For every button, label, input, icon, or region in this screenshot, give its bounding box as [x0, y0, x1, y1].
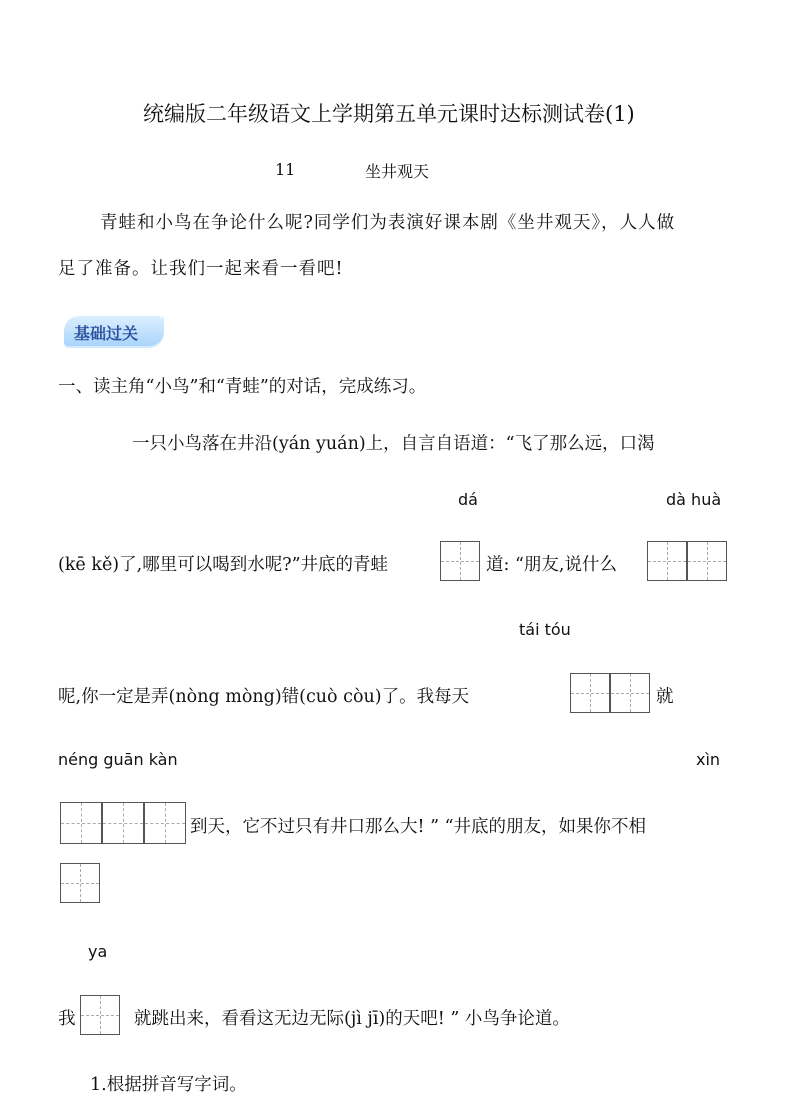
page-title: 统编版二年级语文上学期第五单元课时达标测试卷(1) — [143, 102, 635, 126]
pinyin-taitou: tái tóu — [519, 620, 571, 639]
pinyin-xin: xìn — [696, 750, 721, 769]
intro-line-1: 青蛙和小鸟在争论什么呢?同学们为表演好课本剧《坐井观天》，人人做 — [100, 213, 676, 233]
passage-line-1: 一只小鸟落在井沿(yán yuán)上，自言自语道：“飞了那么远，口渴 — [132, 434, 655, 454]
answer-box-nengguankan-2[interactable] — [102, 802, 144, 844]
pinyin-ya: ya — [88, 942, 108, 961]
answer-box-dahua-1[interactable] — [647, 541, 687, 581]
passage-line-3a: 呢,你一定是弄(nòng mòng)错(cuò còu)了。我每天 — [58, 687, 470, 707]
answer-box-taitou-1[interactable] — [570, 673, 610, 713]
lesson-number: 11 — [275, 160, 296, 179]
passage-line-2a: (kē kě)了,哪里可以喝到水呢?”井底的青蛙 — [58, 555, 389, 575]
passage-line-3b: 就 — [656, 687, 674, 707]
passage-line-2b: 道: “朋友,说什么 — [486, 555, 617, 575]
answer-box-nengguankan-1[interactable] — [60, 802, 102, 844]
subquestion-1: 1.根据拼音写字词。 — [90, 1075, 247, 1095]
answer-box-ya[interactable] — [80, 995, 120, 1035]
question-1-heading: 一、读主角“小鸟”和“青蛙”的对话，完成练习。 — [58, 377, 427, 397]
answer-box-dahua-2[interactable] — [687, 541, 727, 581]
sparkle-icon: ✦ — [155, 308, 166, 322]
answer-box-taitou-2[interactable] — [610, 673, 650, 713]
answer-box-da[interactable] — [440, 541, 480, 581]
passage-line-4: 到天，它不过只有井口那么大! ” “井底的朋友，如果你不相 — [190, 817, 647, 837]
section-badge — [64, 308, 166, 346]
pinyin-nengguankan: néng guān kàn — [58, 750, 178, 769]
pinyin-dahua: dà huà — [666, 490, 722, 509]
passage-line-5a: 我 — [58, 1009, 76, 1029]
intro-line-2: 足了准备。让我们一起来看一看吧! — [58, 259, 344, 279]
lesson-title: 坐井观天 — [365, 162, 430, 181]
pinyin-da: dá — [458, 490, 478, 509]
section-badge-label: 基础过关 — [74, 324, 139, 343]
answer-box-nengguankan-3[interactable] — [144, 802, 186, 844]
answer-box-xin[interactable] — [60, 863, 100, 903]
passage-line-5b: 就跳出来，看看这无边无际(jì jī)的天吧! ” 小鸟争论道。 — [134, 1009, 570, 1029]
